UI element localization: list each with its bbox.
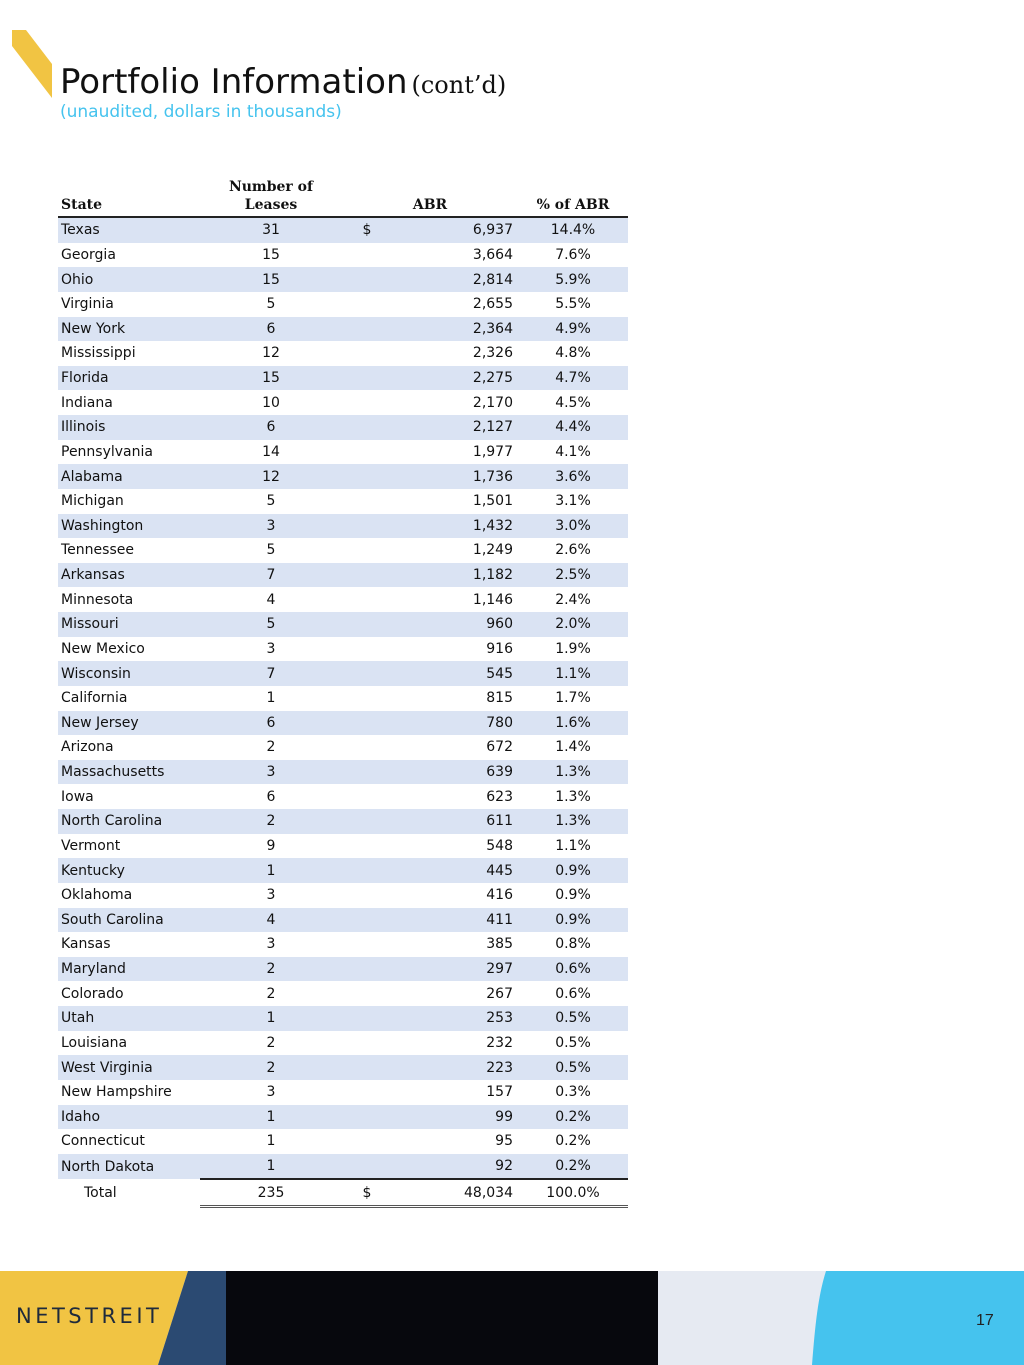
table-row bbox=[58, 1055, 628, 1080]
pct-abr-cell: 2.4% bbox=[555, 591, 591, 608]
table-row bbox=[58, 292, 628, 317]
page-number: 17 bbox=[976, 1312, 994, 1329]
state-cell: Louisiana bbox=[61, 1034, 128, 1051]
leases-cell: 7 bbox=[200, 661, 342, 686]
pct-abr-cell: 0.5% bbox=[555, 1034, 591, 1051]
leases-cell: 15 bbox=[200, 366, 342, 391]
state-cell: Pennsylvania bbox=[61, 443, 153, 460]
pct-abr-cell: 0.2% bbox=[555, 1133, 591, 1150]
netstreit-logo: NETSTREIT bbox=[16, 1304, 163, 1328]
leases-cell: 6 bbox=[200, 317, 342, 342]
leases-cell: 1 bbox=[200, 858, 342, 883]
abr-cell: 672 bbox=[486, 739, 513, 756]
pct-abr-cell: 1.1% bbox=[555, 837, 591, 854]
abr-cell: 2,170 bbox=[472, 394, 513, 411]
state-cell: Connecticut bbox=[61, 1133, 145, 1150]
pct-abr-cell: 1.3% bbox=[555, 788, 591, 805]
table-row bbox=[58, 341, 628, 366]
leases-cell: 5 bbox=[266, 296, 276, 313]
leases-cell: 3 bbox=[266, 887, 276, 904]
abr-cell: 445 bbox=[392, 858, 518, 883]
dollar-sign-cell bbox=[342, 292, 392, 317]
state-cell: Tennessee bbox=[61, 542, 134, 559]
table-row bbox=[58, 267, 628, 292]
pct-abr-cell: 1.7% bbox=[555, 690, 591, 707]
abr-cell: 411 bbox=[392, 908, 518, 933]
state-cell: Mississippi bbox=[61, 345, 136, 362]
abr-cell: 92 bbox=[392, 1154, 518, 1180]
leases-cell: 6 bbox=[266, 788, 276, 805]
leases-cell: 31 bbox=[200, 217, 342, 243]
total-pct: 100.0% bbox=[518, 1179, 628, 1206]
pct-abr-cell: 0.2% bbox=[518, 1154, 628, 1180]
pct-abr-cell: 0.3% bbox=[555, 1084, 591, 1101]
table-row bbox=[58, 908, 628, 933]
page-subtitle: (unaudited, dollars in thousands) bbox=[60, 102, 342, 122]
pct-abr-cell: 0.5% bbox=[518, 1055, 628, 1080]
abr-cell: 2,814 bbox=[392, 267, 518, 292]
abr-cell: 1,146 bbox=[472, 591, 513, 608]
pct-abr-cell: 4.8% bbox=[555, 345, 591, 362]
dollar-sign-cell bbox=[342, 267, 392, 292]
dollar-sign-cell bbox=[342, 489, 392, 514]
column-header-abr: ABR bbox=[342, 178, 518, 217]
leases-header-line1: Number of bbox=[228, 179, 314, 195]
leases-cell: 3 bbox=[266, 1084, 276, 1101]
dollar-sign-cell bbox=[342, 686, 392, 711]
pct-abr-cell: 2.5% bbox=[518, 563, 628, 588]
leases-cell: 1 bbox=[200, 1105, 342, 1130]
leases-header-line2: Leases bbox=[244, 197, 298, 213]
dollar-sign-cell bbox=[342, 1129, 392, 1154]
abr-cell: 297 bbox=[392, 957, 518, 982]
abr-cell: 95 bbox=[495, 1133, 513, 1150]
leases-cell: 3 bbox=[266, 640, 276, 657]
state-cell: Michigan bbox=[61, 493, 124, 510]
leases-cell: 3 bbox=[200, 760, 342, 785]
leases-cell: 4 bbox=[266, 591, 276, 608]
state-cell: Illinois bbox=[58, 415, 200, 440]
abr-cell: 2,275 bbox=[392, 366, 518, 391]
table-row bbox=[58, 587, 628, 612]
abr-cell: 99 bbox=[392, 1105, 518, 1130]
leases-cell: 10 bbox=[262, 394, 280, 411]
column-header-leases bbox=[200, 178, 342, 217]
total-dollar-sign: $ bbox=[342, 1179, 392, 1206]
state-cell: Idaho bbox=[58, 1105, 200, 1130]
leases-cell: 4 bbox=[200, 908, 342, 933]
abr-cell: 3,664 bbox=[472, 246, 513, 263]
dollar-sign-cell bbox=[342, 883, 392, 908]
leases-cell: 1 bbox=[266, 690, 276, 707]
leases-cell: 7 bbox=[200, 563, 342, 588]
abr-cell: 1,977 bbox=[472, 443, 513, 460]
table-row bbox=[58, 686, 628, 711]
pct-abr-cell: 3.0% bbox=[518, 514, 628, 539]
pct-abr-cell: 1.3% bbox=[518, 809, 628, 834]
total-row bbox=[58, 1179, 628, 1206]
pct-abr-cell: 1.1% bbox=[518, 661, 628, 686]
dollar-sign-cell bbox=[342, 957, 392, 982]
leases-cell: 2 bbox=[266, 1034, 276, 1051]
pct-abr-cell: 1.4% bbox=[555, 739, 591, 756]
abr-cell: 416 bbox=[486, 887, 513, 904]
table-row bbox=[58, 834, 628, 859]
pct-abr-cell: 2.0% bbox=[518, 612, 628, 637]
portfolio-table bbox=[58, 178, 628, 1208]
leases-cell: 5 bbox=[200, 612, 342, 637]
pct-abr-cell: 4.5% bbox=[555, 394, 591, 411]
pct-abr-cell: 0.9% bbox=[518, 858, 628, 883]
state-cell: Ohio bbox=[58, 267, 200, 292]
dollar-sign-cell bbox=[342, 440, 392, 465]
abr-cell: 2,326 bbox=[472, 345, 513, 362]
leases-cell: 5 bbox=[266, 493, 276, 510]
abr-cell: 1,182 bbox=[392, 563, 518, 588]
state-cell: Massachusetts bbox=[58, 760, 200, 785]
abr-cell: 232 bbox=[486, 1034, 513, 1051]
table-row bbox=[58, 735, 628, 760]
leases-cell: 12 bbox=[262, 345, 280, 362]
dollar-sign-cell bbox=[342, 317, 392, 342]
abr-cell: 1,501 bbox=[472, 493, 513, 510]
pct-abr-cell: 7.6% bbox=[555, 246, 591, 263]
pct-abr-cell: 0.5% bbox=[518, 1006, 628, 1031]
state-cell: Georgia bbox=[61, 246, 116, 263]
pct-abr-cell: 14.4% bbox=[518, 217, 628, 243]
table-row bbox=[58, 932, 628, 957]
pct-abr-cell: 3.1% bbox=[555, 493, 591, 510]
abr-cell: 1,249 bbox=[472, 542, 513, 559]
table-row bbox=[58, 883, 628, 908]
state-cell: Kansas bbox=[61, 936, 111, 953]
state-cell: North Carolina bbox=[58, 809, 200, 834]
table-row bbox=[58, 1154, 628, 1180]
abr-cell: 611 bbox=[392, 809, 518, 834]
state-cell: Washington bbox=[58, 514, 200, 539]
dollar-sign-cell bbox=[342, 908, 392, 933]
table-row bbox=[58, 317, 628, 342]
leases-cell: 3 bbox=[266, 936, 276, 953]
state-cell: Arkansas bbox=[58, 563, 200, 588]
abr-cell: 223 bbox=[392, 1055, 518, 1080]
leases-cell: 9 bbox=[266, 837, 276, 854]
leases-cell: 3 bbox=[200, 514, 342, 539]
abr-cell: 6,937 bbox=[392, 217, 518, 243]
state-cell: West Virginia bbox=[58, 1055, 200, 1080]
state-cell: Oklahoma bbox=[61, 887, 133, 904]
dollar-sign-cell bbox=[342, 1055, 392, 1080]
dollar-sign-cell bbox=[342, 563, 392, 588]
state-cell: Virginia bbox=[61, 296, 114, 313]
abr-cell: 545 bbox=[392, 661, 518, 686]
dollar-sign-cell bbox=[342, 932, 392, 957]
pct-abr-cell: 4.7% bbox=[518, 366, 628, 391]
pct-abr-cell: 1.3% bbox=[518, 760, 628, 785]
dollar-sign-cell bbox=[342, 834, 392, 859]
table-row bbox=[58, 366, 628, 391]
dollar-sign-cell bbox=[342, 784, 392, 809]
dollar-sign-cell bbox=[342, 735, 392, 760]
leases-cell: 5 bbox=[266, 542, 276, 559]
state-cell: New Hampshire bbox=[61, 1084, 172, 1101]
table-row bbox=[58, 1080, 628, 1105]
table-row bbox=[58, 390, 628, 415]
dollar-sign-cell bbox=[342, 514, 392, 539]
dollar-sign-cell bbox=[342, 661, 392, 686]
total-leases: 235 bbox=[200, 1179, 342, 1206]
state-cell: Vermont bbox=[61, 837, 121, 854]
state-cell: Florida bbox=[58, 366, 200, 391]
leases-cell: 1 bbox=[200, 1154, 342, 1180]
dollar-sign-cell bbox=[342, 587, 392, 612]
dollar-sign-cell bbox=[342, 858, 392, 883]
dollar-sign-cell bbox=[342, 415, 392, 440]
state-cell: Utah bbox=[58, 1006, 200, 1031]
dollar-sign-cell bbox=[342, 366, 392, 391]
table-row bbox=[58, 1105, 628, 1130]
state-cell: New Jersey bbox=[58, 711, 200, 736]
dollar-sign-cell bbox=[342, 538, 392, 563]
state-cell: New Mexico bbox=[61, 640, 145, 657]
table-row bbox=[58, 957, 628, 982]
dollar-sign-cell bbox=[342, 612, 392, 637]
leases-cell: 1 bbox=[266, 1133, 276, 1150]
total-abr: 48,034 bbox=[392, 1179, 518, 1206]
state-cell: Arizona bbox=[61, 739, 114, 756]
total-label: Total bbox=[58, 1179, 200, 1206]
leases-cell: 2 bbox=[266, 739, 276, 756]
table-row bbox=[58, 809, 628, 834]
leases-cell: 15 bbox=[262, 246, 280, 263]
table-row bbox=[58, 538, 628, 563]
dollar-sign-cell bbox=[342, 1154, 392, 1180]
abr-cell: 623 bbox=[486, 788, 513, 805]
pct-abr-cell: 1.9% bbox=[555, 640, 591, 657]
table-row bbox=[58, 514, 628, 539]
dollar-sign-cell bbox=[342, 1006, 392, 1031]
state-cell: South Carolina bbox=[58, 908, 200, 933]
abr-cell: 780 bbox=[392, 711, 518, 736]
pct-abr-cell: 3.6% bbox=[518, 464, 628, 489]
abr-cell: 548 bbox=[486, 837, 513, 854]
abr-cell: 1,736 bbox=[392, 464, 518, 489]
state-cell: North Dakota bbox=[58, 1154, 200, 1180]
abr-cell: 639 bbox=[392, 760, 518, 785]
pct-abr-cell: 4.9% bbox=[518, 317, 628, 342]
pct-abr-cell: 1.6% bbox=[518, 711, 628, 736]
abr-cell: 253 bbox=[392, 1006, 518, 1031]
abr-cell: 385 bbox=[486, 936, 513, 953]
table-header-row bbox=[58, 178, 628, 217]
dollar-sign-cell bbox=[342, 1105, 392, 1130]
leases-cell: 2 bbox=[266, 985, 276, 1002]
accent-chevron-shape bbox=[12, 30, 52, 100]
state-cell: Colorado bbox=[61, 985, 124, 1002]
state-cell: New York bbox=[58, 317, 200, 342]
pct-abr-cell: 4.1% bbox=[555, 443, 591, 460]
table-row bbox=[58, 711, 628, 736]
abr-cell: 2,655 bbox=[472, 296, 513, 313]
title-main: Portfolio Information bbox=[60, 62, 408, 102]
table-row bbox=[58, 1006, 628, 1031]
state-cell: Alabama bbox=[58, 464, 200, 489]
table-row bbox=[58, 661, 628, 686]
column-header-pct-abr: % of ABR bbox=[518, 178, 628, 217]
abr-cell: 916 bbox=[486, 640, 513, 657]
table-row bbox=[58, 415, 628, 440]
pct-abr-cell: 5.9% bbox=[518, 267, 628, 292]
abr-cell: 960 bbox=[392, 612, 518, 637]
leases-cell: 2 bbox=[200, 957, 342, 982]
dollar-sign-cell bbox=[342, 1080, 392, 1105]
pct-abr-cell: 5.5% bbox=[555, 296, 591, 313]
pct-abr-cell: 0.6% bbox=[555, 985, 591, 1002]
abr-cell: 2,127 bbox=[392, 415, 518, 440]
dollar-sign-cell bbox=[342, 637, 392, 662]
table-row bbox=[58, 612, 628, 637]
state-cell: California bbox=[61, 690, 128, 707]
dollar-sign-cell bbox=[342, 341, 392, 366]
pct-abr-cell: 0.8% bbox=[555, 936, 591, 953]
dollar-sign-cell bbox=[342, 711, 392, 736]
leases-cell: 6 bbox=[200, 711, 342, 736]
table-row bbox=[58, 217, 628, 243]
dollar-sign-cell bbox=[342, 760, 392, 785]
state-cell: Iowa bbox=[61, 788, 94, 805]
leases-cell: 2 bbox=[200, 1055, 342, 1080]
leases-cell: 12 bbox=[200, 464, 342, 489]
state-cell: Maryland bbox=[58, 957, 200, 982]
table-row bbox=[58, 489, 628, 514]
table-row bbox=[58, 981, 628, 1006]
table-row bbox=[58, 784, 628, 809]
state-cell: Wisconsin bbox=[58, 661, 200, 686]
abr-cell: 1,432 bbox=[392, 514, 518, 539]
abr-cell: 267 bbox=[486, 985, 513, 1002]
dollar-sign-cell bbox=[342, 809, 392, 834]
dollar-sign-cell bbox=[342, 1031, 392, 1056]
pct-abr-cell: 0.6% bbox=[518, 957, 628, 982]
pct-abr-cell: 4.4% bbox=[518, 415, 628, 440]
table-row bbox=[58, 1129, 628, 1154]
dollar-sign-cell bbox=[342, 390, 392, 415]
state-cell: Missouri bbox=[58, 612, 200, 637]
leases-cell: 1 bbox=[200, 1006, 342, 1031]
pct-abr-cell: 2.6% bbox=[555, 542, 591, 559]
abr-cell: 815 bbox=[486, 690, 513, 707]
page-title bbox=[60, 62, 506, 102]
pct-abr-cell: 0.9% bbox=[555, 887, 591, 904]
table-row bbox=[58, 563, 628, 588]
column-header-state: State bbox=[58, 178, 200, 217]
table-row bbox=[58, 440, 628, 465]
table-row bbox=[58, 1031, 628, 1056]
leases-cell: 2 bbox=[200, 809, 342, 834]
state-cell: Texas bbox=[58, 217, 200, 243]
pct-abr-cell: 0.2% bbox=[518, 1105, 628, 1130]
pct-abr-cell: 0.9% bbox=[518, 908, 628, 933]
state-cell: Indiana bbox=[61, 394, 113, 411]
state-cell: Minnesota bbox=[61, 591, 134, 608]
table-row bbox=[58, 464, 628, 489]
title-suffix: (cont’d) bbox=[411, 71, 507, 99]
table-row bbox=[58, 760, 628, 785]
table-row bbox=[58, 637, 628, 662]
dollar-sign-cell bbox=[342, 243, 392, 268]
dollar-sign-cell: $ bbox=[342, 217, 392, 243]
abr-cell: 157 bbox=[486, 1084, 513, 1101]
table-row bbox=[58, 858, 628, 883]
dollar-sign-cell bbox=[342, 464, 392, 489]
state-cell: Kentucky bbox=[58, 858, 200, 883]
table-row bbox=[58, 243, 628, 268]
leases-cell: 6 bbox=[200, 415, 342, 440]
dollar-sign-cell bbox=[342, 981, 392, 1006]
leases-cell: 14 bbox=[262, 443, 280, 460]
leases-cell: 15 bbox=[200, 267, 342, 292]
abr-cell: 2,364 bbox=[392, 317, 518, 342]
